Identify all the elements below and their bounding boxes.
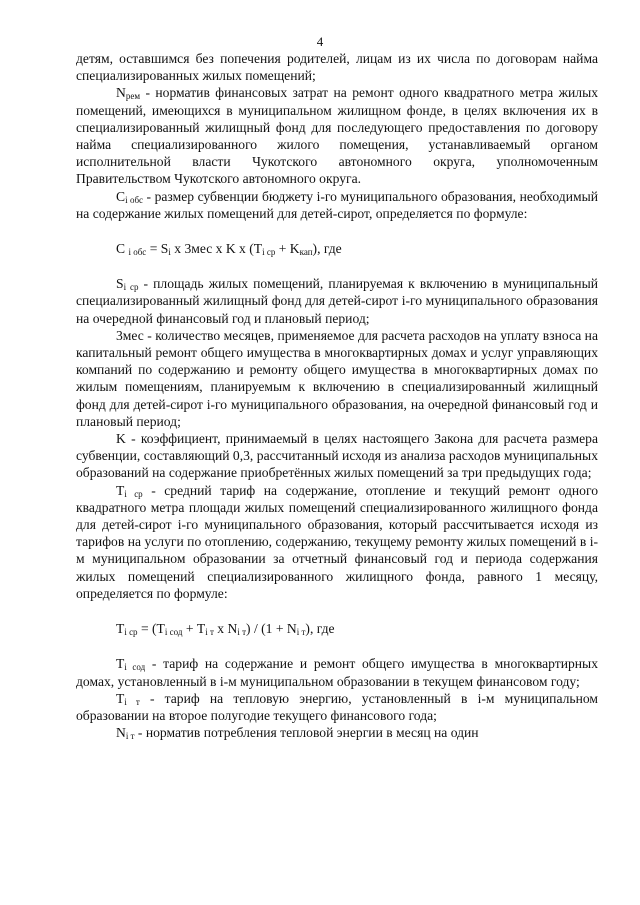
paragraph-n-heat-norm: $N_{i т}$ - норматив потребления тепловой энергии в месяц на один — [116, 725, 479, 742]
paragraph-nrem: $N_{рем}$ - норматив финансовых затрат на ремонт одного квадратного метра жилых помещений, имеющихся в муниципальном жилищном фонде, в целях включения их в специализированный жилищный фонд для последующего предоставления по договору найма специализированного жилого помещения, устанавливаемый органом исполнительной власти Чукотского автономного округа, уполномоченным Правительством Чукотского автономного округа. — [76, 85, 598, 187]
paragraph-t-maintenance: $T_{i сод}$ - тариф на содержание и ремонт общего имущества в многоквартирных домах, установленный в i-м муниципальном образовании в текущем финансовом году; — [76, 656, 598, 689]
document-body — [76, 50, 598, 741]
paragraph-k-coefficient: K - коэффициент, принимаемый в целях настоящего Закона для расчета размера субвенции, составляющий 0,3, рассчитанный исходя из анализа расходов муниципальных образований на содержание приобретённых жилых помещений за три предыдущих года; — [76, 431, 598, 481]
formula-subvention: C $_{i обс} = S_i$ x 3мес x K x $(T_{i ср} + K_{кап})$, где — [116, 241, 342, 258]
paragraph-c-obs: $C_{i обс}$ - размер субвенции бюджету i-го муниципального образования, необходимый на содержание жилых помещений для детей-сирот, определяется по формуле: — [76, 188, 598, 221]
paragraph-t-heat: $T_{i т}$ - тариф на тепловую энергию, установленный в i-м муниципальном образовании на второе полугодие текущего финансового года; — [76, 690, 598, 723]
paragraph-s-area: $S_{i ср}$ - площадь жилых помещений, планируемая к включению в муниципальный специализированный жилищный фонд для детей-сирот i-го муниципального образования на очередной финансовый год и плановый период; — [76, 276, 598, 326]
paragraph-continuation: детям, оставшимся без попечения родителей, лицам из их числа по договорам найма специализированных жилых помещений; — [76, 51, 598, 84]
paragraph-t-average: $T_{i ср}$ - средний тариф на содержание, отопление и текущий ремонт одного квадратного метра площади жилых помещений специализированного жилищного фонда для детей-сирот i-го муниципального образования, который рассчитывается исходя из тарифов на услуги по отоплению, содержанию, текущему ремонту жилых помещений в i-м муниципальном образовании за отчетный финансовый год и периода содержания жилых помещений специализированного жилищного фонда, равного 1 месяцу, определяется по формуле: — [76, 482, 598, 601]
page-number: 4 — [316, 34, 324, 49]
paragraph-3months: 3мес - количество месяцев, применяемое для расчета расходов на уплату взноса на капитальный ремонт общего имущества в многоквартирных домах и услуг управляющих компаний по содержанию и ремонту общего имущества в многоквартирных домах по жилым помещениям, планируемым к включению в специализированный жилищный фонд для детей-сирот i-го муниципального образования, на очередной финансовый год и плановый период; — [76, 327, 598, 429]
formula-average-tariff: $T_{i ср} = (T_{i сод} + T_{i т}$ x $N_{i т}) / (1 + N_{i т})$, где — [116, 621, 335, 638]
